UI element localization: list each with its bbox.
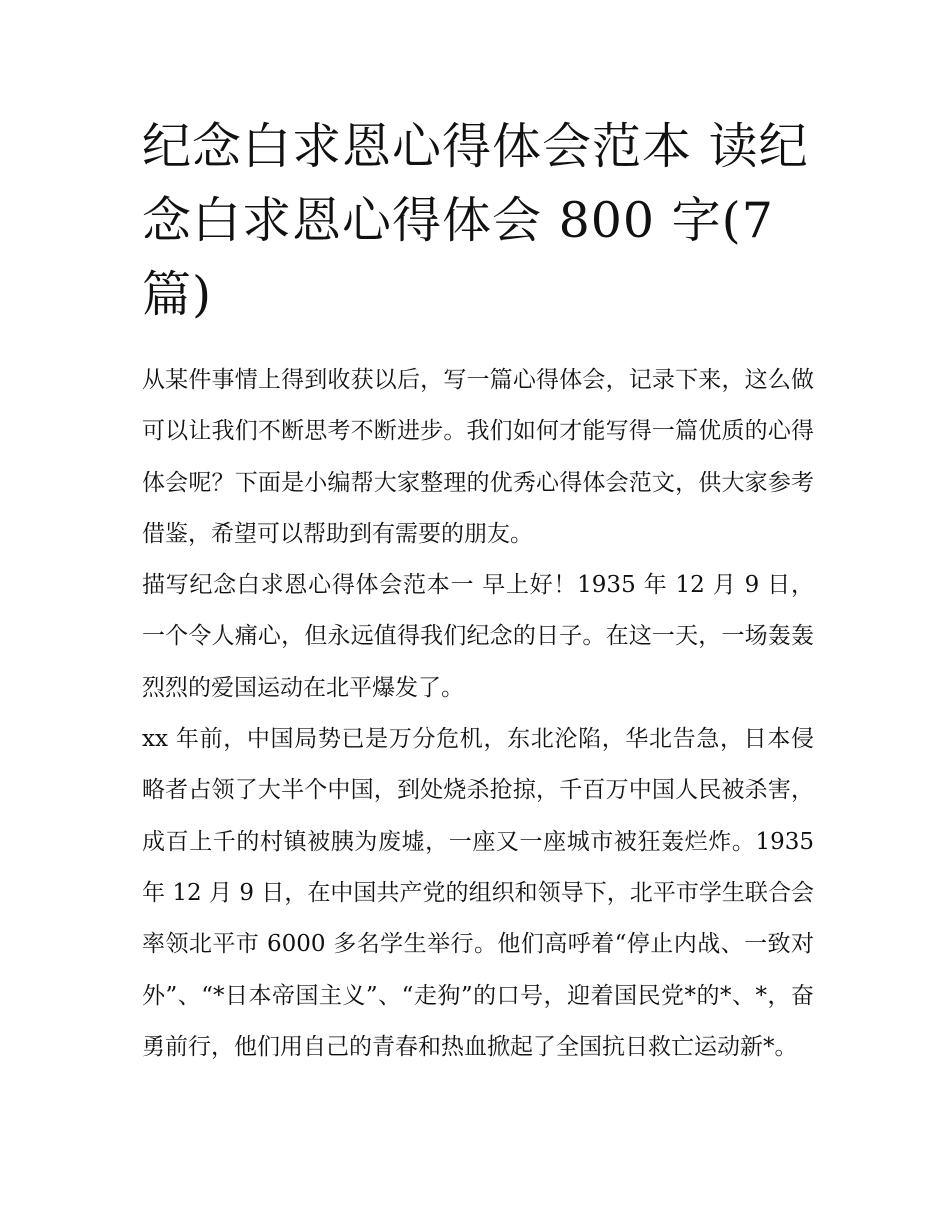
title-line-2: 念白求恩心得体会 800 字(7 [142, 192, 774, 249]
title-line-3: 篇) [142, 266, 213, 323]
essay-one-opening-paragraph: 描写纪念白求恩心得体会范本一 早上好！1935 年 12 月 9 日，一个令人痛心，但永远值得我们纪念的日子。在这一天，一场轰轰烈烈的爱国运动在北平爆发了。 [142, 572, 814, 701]
title-line-1: 纪念白求恩心得体会范本 读纪 [142, 118, 809, 175]
document-title [142, 110, 822, 332]
document-body [142, 355, 814, 1073]
history-paragraph: xx 年前，中国局势已是万分危机，东北沦陷，华北告急，日本侵略者占领了大半个中国，到处烧杀抢掠，千百万中国人民被杀害，成百上千的村镇被胰为废墟，一座又一座城市被狂轰烂炸。1935 年 12 月 9 日，在中国共产党的组织和领导下，北平市学生联合会率领北平市 6000 多名学生举行。他们高呼着“停止内战、一致对外”、“*日本帝国主义”、“走狗”的口号，迎着国民党*的*、*，奋勇前行，他们用自己的青春和热血掀起了全国抗日救亡运动新*。 [142, 726, 814, 1060]
intro-paragraph: 从某件事情上得到收获以后，写一篇心得体会，记录下来，这么做可以让我们不断思考不断进步。我们如何才能写得一篇优质的心得体会呢？下面是小编帮大家整理的优秀心得体会范文，供大家参考借鉴，希望可以帮助到有需要的朋友。 [142, 367, 814, 547]
